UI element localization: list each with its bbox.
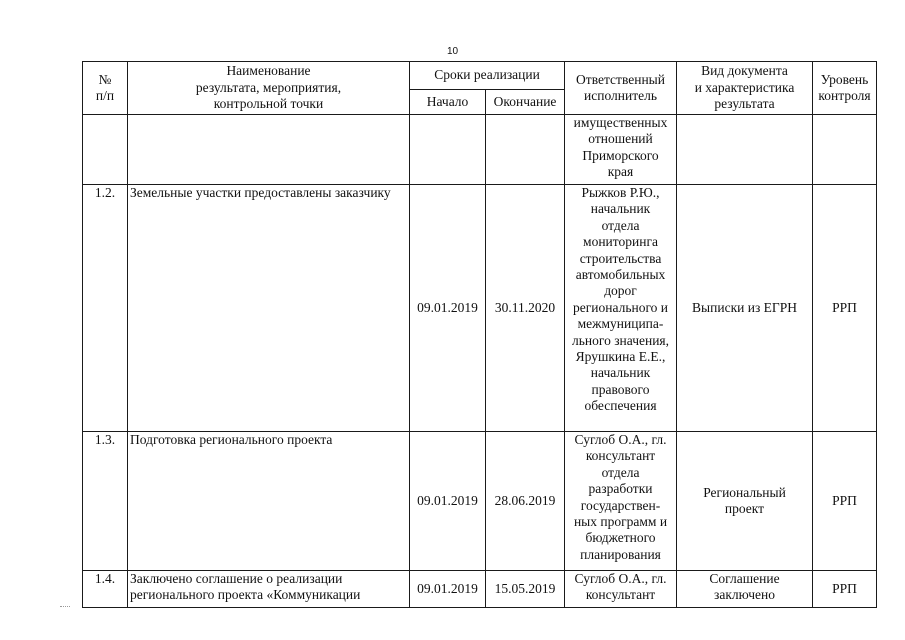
cell-num: 1.2. bbox=[83, 185, 128, 432]
document-text: Региональный проект bbox=[703, 484, 786, 516]
cell-end: 28.06.2019 bbox=[486, 432, 565, 571]
header-num bbox=[83, 62, 128, 115]
cell-responsible bbox=[565, 115, 677, 185]
responsible-text: Рыжков Р.Ю., начальник отдела мониторинга строительства автомобильных дорог регионального и межмуниципа- льного значения, Ярушкина Е.Е., начальник правового обеспечения bbox=[572, 185, 670, 414]
cell-document bbox=[677, 185, 813, 432]
table-row bbox=[83, 432, 877, 571]
header-responsible-label: Ответственный исполнитель bbox=[576, 71, 665, 103]
page-number: 10 bbox=[446, 46, 459, 57]
header-period: Сроки реализации bbox=[410, 62, 565, 90]
cell-start bbox=[410, 115, 486, 185]
cell-responsible bbox=[565, 185, 677, 432]
cell-end bbox=[486, 115, 565, 185]
header-name-label: Наименование результата, мероприятия, контрольной точки bbox=[195, 63, 342, 112]
cell-start: 09.01.2019 bbox=[410, 571, 486, 608]
cell-num bbox=[83, 115, 128, 185]
cell-level: РРП bbox=[813, 185, 877, 432]
cell-name bbox=[128, 115, 410, 185]
document-text: Соглашение заключено bbox=[709, 571, 780, 603]
table-header-row bbox=[83, 62, 877, 90]
header-responsible bbox=[565, 62, 677, 115]
continuation-responsible: имущественных отношений Приморского края bbox=[573, 115, 668, 180]
cell-start: 09.01.2019 bbox=[410, 185, 486, 432]
cell-num: 1.3. bbox=[83, 432, 128, 571]
document-text: Выписки из ЕГРН bbox=[692, 299, 797, 315]
responsible-text: Суглоб О.А., гл. консультант bbox=[574, 571, 667, 603]
cell-start: 09.01.2019 bbox=[410, 432, 486, 571]
header-document bbox=[677, 62, 813, 115]
header-start: Начало bbox=[410, 90, 486, 115]
cell-num: 1.4. bbox=[83, 571, 128, 608]
header-name bbox=[128, 62, 410, 115]
header-level bbox=[813, 62, 877, 115]
cell-name: Подготовка регионального проекта bbox=[128, 432, 410, 571]
scan-speck bbox=[60, 606, 70, 608]
cell-document bbox=[677, 432, 813, 571]
cell-level: РРП bbox=[813, 432, 877, 571]
cell-responsible bbox=[565, 571, 677, 608]
project-plan-table bbox=[82, 61, 877, 608]
cell-end: 15.05.2019 bbox=[486, 571, 565, 608]
cell-level: РРП bbox=[813, 571, 877, 608]
cell-document bbox=[677, 115, 813, 185]
responsible-text: Суглоб О.А., гл. консультант отдела разработки государствен- ных программ и бюджетного планирования bbox=[573, 432, 668, 562]
table-row bbox=[83, 571, 877, 608]
header-level-label: Уровень контроля bbox=[818, 71, 871, 103]
cell-level bbox=[813, 115, 877, 185]
header-end: Окончание bbox=[486, 90, 565, 115]
cell-end: 30.11.2020 bbox=[486, 185, 565, 432]
header-num-label: № п/п bbox=[95, 71, 115, 103]
cell-responsible bbox=[565, 432, 677, 571]
cell-document bbox=[677, 571, 813, 608]
table-row bbox=[83, 185, 877, 432]
header-document-label: Вид документа и характеристика результата bbox=[694, 63, 795, 112]
cell-name: Земельные участки предоставлены заказчику bbox=[128, 185, 410, 432]
cell-name: Заключено соглашение о реализации регионального проекта «Коммуникации bbox=[128, 571, 410, 608]
table-row-continuation bbox=[83, 115, 877, 185]
